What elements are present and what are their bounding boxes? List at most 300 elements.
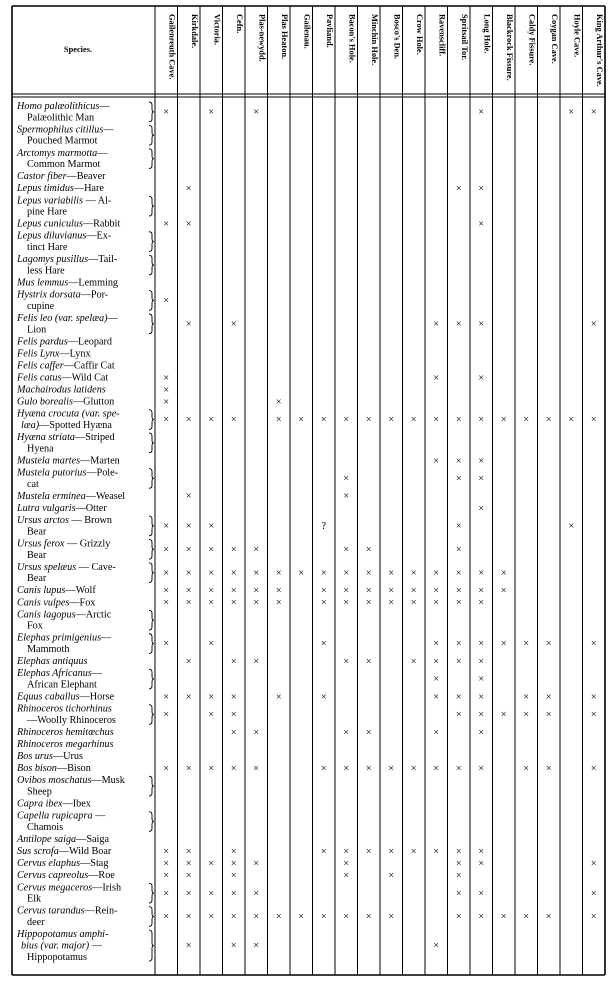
species-name: Hippopotamus — [27, 951, 87, 963]
presence-mark: × — [455, 567, 462, 579]
species-name: Ursus ferox — Grizzly — [17, 538, 111, 550]
presence-mark: × — [433, 597, 440, 609]
species-row — [17, 906, 154, 928]
presence-mark: × — [433, 846, 440, 858]
presence-mark: × — [478, 183, 485, 195]
species-name: Lepus timidus—Hare — [17, 183, 104, 195]
presence-mark: × — [388, 567, 395, 579]
presence-mark: × — [455, 638, 462, 650]
species-row — [17, 799, 91, 810]
species-row — [16, 183, 104, 194]
presence-mark: × — [275, 396, 282, 408]
species-name: Hyæna striata—Striped — [17, 432, 115, 444]
presence-mark: × — [523, 691, 530, 703]
presence-mark: × — [478, 888, 485, 900]
species-name: Canis vulpes—Fox — [17, 597, 96, 609]
presence-mark: × — [433, 567, 440, 579]
presence-mark: × — [455, 656, 462, 668]
presence-mark: × — [478, 106, 485, 118]
presence-mark: × — [365, 597, 372, 609]
presence-mark: × — [275, 597, 282, 609]
presence-mark: × — [185, 597, 192, 609]
presence-mark: × — [163, 597, 170, 609]
species-name: Felis Lynx—Lynx — [17, 348, 91, 360]
presence-mark: × — [478, 638, 485, 650]
presence-mark: × — [433, 674, 440, 686]
presence-mark: × — [478, 709, 485, 721]
presence-mark: × — [410, 656, 417, 668]
presence-mark: × — [455, 318, 462, 330]
species-row — [17, 870, 115, 881]
presence-mark: × — [253, 858, 260, 870]
presence-mark: × — [163, 870, 170, 882]
presence-mark: × — [230, 940, 237, 952]
presence-mark: × — [455, 183, 462, 195]
presence-mark: × — [185, 544, 192, 556]
presence-mark: × — [523, 414, 530, 426]
presence-mark: × — [545, 763, 552, 775]
presence-mark: × — [275, 911, 282, 923]
species-row — [16, 231, 154, 253]
species-name: Bear — [27, 573, 47, 585]
presence-mark: × — [410, 414, 417, 426]
presence-mark: × — [478, 846, 485, 858]
presence-mark: × — [478, 691, 485, 703]
location-column-header: Bacon's Hole. — [347, 14, 357, 63]
species-name: cupine — [27, 300, 55, 312]
species-row — [16, 348, 91, 359]
species-name: Sheep — [27, 786, 52, 798]
presence-mark: × — [185, 585, 192, 597]
presence-mark: × — [163, 691, 170, 703]
presence-mark: × — [208, 638, 215, 650]
species-row — [16, 336, 112, 347]
row-brace — [149, 469, 154, 489]
presence-mark: × — [478, 318, 485, 330]
row-brace — [149, 610, 154, 630]
species-row — [16, 278, 118, 289]
row-brace — [149, 907, 154, 927]
presence-mark: × — [230, 911, 237, 923]
species-row — [16, 739, 114, 750]
presence-mark: × — [163, 638, 170, 650]
species-name: Elk — [27, 893, 42, 905]
location-column-header: Victoria. — [212, 14, 222, 46]
presence-mark: × — [500, 414, 507, 426]
presence-mark: × — [343, 763, 350, 775]
presence-mark: × — [590, 709, 597, 721]
presence-mark: × — [275, 585, 282, 597]
presence-mark: × — [208, 414, 215, 426]
presence-mark: × — [208, 911, 215, 923]
row-brace — [149, 539, 154, 559]
species-name: Bear — [27, 549, 47, 561]
location-column-header: King Arthur's Cave. — [594, 14, 604, 87]
presence-mark: × — [410, 597, 417, 609]
species-name: Ursus spelæus — Cave- — [17, 561, 116, 573]
presence-mark: × — [478, 567, 485, 579]
species-name: Fox — [27, 620, 43, 632]
presence-mark: × — [275, 567, 282, 579]
presence-mark: × — [230, 691, 237, 703]
species-name: Capella rupicapra — — [17, 810, 106, 822]
presence-mark: × — [500, 911, 507, 923]
presence-mark: × — [230, 414, 237, 426]
presence-mark: × — [163, 106, 170, 118]
presence-mark: × — [478, 727, 485, 739]
presence-mark: × — [545, 911, 552, 923]
presence-mark: × — [343, 567, 350, 579]
presence-mark: × — [163, 521, 170, 532]
row-brace — [149, 102, 154, 122]
row-brace — [149, 669, 154, 689]
presence-mark: × — [478, 656, 485, 668]
species-name: Cervus elaphus—Stag — [17, 858, 109, 870]
species-name: pine Hare — [27, 206, 67, 218]
species-name: Rhinoceros megarhinus — [17, 739, 114, 751]
species-name: Hyæna crocuta (var. spe- — [17, 408, 120, 420]
presence-mark: × — [343, 597, 350, 609]
presence-mark: × — [253, 597, 260, 609]
presence-mark: × — [433, 940, 440, 952]
species-name: Felis catus—Wild Cat — [17, 372, 109, 384]
presence-mark: × — [208, 521, 215, 532]
presence-mark: × — [253, 106, 260, 118]
presence-mark: × — [478, 597, 485, 609]
species-row — [16, 929, 154, 963]
presence-mark: × — [230, 709, 237, 721]
species-row — [17, 585, 96, 596]
presence-mark: × — [163, 763, 170, 775]
species-name: Bear — [27, 526, 47, 538]
species-name: tinct Hare — [27, 242, 68, 254]
presence-mark: × — [185, 858, 192, 870]
location-column-header: Gailenau. — [302, 14, 312, 49]
presence-mark: × — [523, 911, 530, 923]
species-row — [16, 195, 154, 217]
presence-mark: × — [410, 567, 417, 579]
presence-mark: × — [163, 544, 170, 556]
species-name: Mustela putorius—Pole- — [17, 467, 119, 479]
location-column-header: Blackrock Fissure. — [504, 14, 514, 81]
presence-mark: × — [185, 183, 192, 195]
species-name: Arctomys marmotta— — [17, 147, 108, 159]
presence-mark: × — [320, 597, 327, 609]
species-name: Felis leo (var. spelæa)— — [17, 312, 118, 324]
presence-mark: × — [253, 940, 260, 952]
presence-mark: × — [320, 846, 327, 858]
presence-mark: × — [433, 727, 440, 739]
species-name: Rhinoceros tichorhinus — [17, 703, 112, 715]
presence-mark: × — [163, 888, 170, 900]
row-brace — [149, 563, 154, 583]
species-row — [17, 775, 154, 797]
presence-mark: × — [523, 763, 530, 775]
presence-mark: × — [163, 846, 170, 858]
presence-mark: × — [343, 491, 350, 503]
species-row — [16, 668, 154, 690]
presence-mark: × — [163, 414, 170, 426]
species-name: Lutra vulgaris—Otter — [17, 502, 107, 514]
species-name: Castor fiber—Beaver — [17, 171, 106, 183]
presence-mark: × — [590, 888, 597, 900]
species-name: African Elephant — [27, 679, 97, 691]
species-name: Elephas antiquus — [17, 656, 88, 668]
location-column-header: Crow Hole. — [414, 14, 424, 55]
presence-mark: × — [253, 888, 260, 900]
presence-mark: × — [365, 911, 372, 923]
presence-mark: × — [230, 544, 237, 556]
presence-mark: × — [185, 870, 192, 882]
row-brace — [149, 255, 154, 275]
presence-mark: × — [455, 846, 462, 858]
species-name: cat — [27, 478, 39, 490]
species-name: Felis caffer—Caffir Cat — [17, 360, 115, 372]
presence-mark: × — [545, 709, 552, 721]
species-name: Common Marmot — [27, 159, 101, 171]
presence-mark: × — [230, 870, 237, 882]
presence-mark: × — [388, 846, 395, 858]
presence-mark: × — [343, 870, 350, 882]
presence-mark: × — [230, 318, 237, 330]
presence-mark: × — [343, 846, 350, 858]
presence-mark: × — [320, 763, 327, 775]
species-name: deer — [27, 917, 45, 928]
species-name: Elephas Africanus— — [17, 668, 102, 680]
presence-mark: × — [230, 567, 237, 579]
presence-mark: × — [208, 567, 215, 579]
presence-mark: × — [185, 888, 192, 900]
location-column-header: Coygan Cave. — [549, 14, 559, 64]
presence-mark: × — [500, 638, 507, 650]
presence-mark: × — [298, 414, 305, 426]
row-brace — [149, 125, 154, 145]
species-row — [16, 468, 154, 490]
presence-mark: × — [478, 763, 485, 775]
presence-mark: × — [343, 473, 350, 485]
presence-mark: × — [545, 638, 552, 650]
species-name: Ovibos moschatus—Musk — [17, 775, 125, 787]
presence-mark: × — [388, 763, 395, 775]
species-name: Cervus megaceros—Irish — [17, 882, 122, 894]
species-row — [17, 562, 154, 584]
species-row — [17, 811, 154, 833]
presence-mark: × — [253, 585, 260, 597]
presence-mark: × — [163, 218, 170, 230]
presence-mark: × — [433, 656, 440, 668]
species-row — [16, 692, 115, 703]
row-brace — [149, 883, 154, 903]
species-name: Canis lupus—Wolf — [17, 585, 96, 597]
presence-mark: × — [523, 638, 530, 650]
presence-mark: × — [545, 414, 552, 426]
presence-mark: × — [185, 763, 192, 775]
presence-mark: × — [433, 455, 440, 467]
presence-mark: × — [208, 106, 215, 118]
presence-mark: × — [163, 911, 170, 923]
presence-mark: × — [455, 911, 462, 923]
presence-mark: × — [230, 763, 237, 775]
species-name: Lepus cuniculus—Rabbit — [17, 218, 121, 230]
species-name: Gulo borealis—Glutton — [17, 396, 115, 408]
presence-mark: × — [433, 691, 440, 703]
species-row — [16, 385, 106, 396]
location-column-header: Minchin Hole. — [369, 14, 379, 66]
presence-mark: × — [523, 709, 530, 721]
species-row — [16, 491, 125, 502]
presence-mark: × — [590, 638, 597, 650]
species-name: —Woolly Rhinoceros — [27, 714, 116, 726]
species-row — [16, 101, 154, 123]
row-brace — [149, 930, 154, 961]
presence-mark: × — [365, 567, 372, 579]
presence-mark: × — [455, 888, 462, 900]
presence-mark: × — [163, 295, 170, 307]
presence-mark: × — [568, 414, 575, 426]
presence-mark: × — [163, 585, 170, 597]
species-row — [16, 727, 114, 738]
location-column-header: Bosco's Den. — [392, 14, 402, 60]
presence-mark: × — [500, 709, 507, 721]
uncertain-mark: ? — [321, 521, 327, 532]
species-row — [17, 882, 154, 904]
presence-mark: × — [320, 414, 327, 426]
presence-mark: × — [388, 585, 395, 597]
species-name: Lion — [27, 324, 47, 336]
species-name: Felis pardus—Leopard — [17, 336, 112, 348]
species-row — [17, 597, 95, 608]
species-name: Mammoth — [27, 644, 70, 656]
species-row — [16, 254, 154, 276]
species-row — [17, 515, 154, 537]
species-row — [16, 148, 154, 170]
presence-mark: × — [388, 870, 395, 882]
species-name: Lepus diluvianus—Ex- — [17, 230, 112, 242]
location-column-header: Plas-newydd. — [257, 14, 267, 62]
presence-mark: × — [365, 656, 372, 668]
presence-mark: × — [230, 585, 237, 597]
presence-mark: × — [455, 473, 462, 485]
species-name: Mustela martes—Marten — [17, 455, 120, 467]
species-name: Cervus tarandus—Rein- — [17, 905, 118, 917]
species-row — [16, 432, 154, 454]
species-name: Bos urus—Urus — [17, 751, 83, 763]
presence-mark: × — [568, 521, 575, 532]
row-brace — [149, 433, 154, 453]
presence-mark: × — [365, 414, 372, 426]
presence-mark: × — [253, 727, 260, 739]
row-brace — [149, 705, 154, 725]
species-row — [16, 360, 115, 371]
presence-mark: × — [208, 691, 215, 703]
species-name: Elephas primigenius— — [17, 632, 112, 644]
presence-mark: × — [208, 763, 215, 775]
species-name: Sus scrofa—Wild Boar — [17, 846, 112, 858]
presence-mark: × — [478, 911, 485, 923]
species-row — [17, 751, 83, 762]
row-brace — [149, 776, 154, 796]
presence-mark: × — [185, 940, 192, 952]
presence-mark: × — [253, 656, 260, 668]
presence-mark: × — [455, 763, 462, 775]
presence-mark: × — [185, 521, 192, 532]
presence-mark: × — [500, 567, 507, 579]
presence-mark: × — [590, 318, 597, 330]
row-brace — [149, 196, 154, 216]
presence-mark: × — [433, 318, 440, 330]
presence-mark: × — [365, 846, 372, 858]
species-row — [16, 834, 109, 845]
species-name: Antilope saiga—Saiga — [17, 834, 109, 846]
species-name: Chamois — [27, 822, 64, 833]
presence-mark: × — [253, 911, 260, 923]
species-row — [17, 124, 154, 146]
species-row — [16, 409, 154, 431]
row-brace — [149, 149, 154, 169]
row-brace — [149, 410, 154, 430]
presence-mark: × — [365, 585, 372, 597]
presence-mark: × — [163, 858, 170, 870]
species-row — [16, 455, 120, 466]
species-row — [16, 633, 154, 655]
presence-mark: × — [185, 911, 192, 923]
presence-mark: × — [478, 372, 485, 384]
presence-mark: × — [185, 691, 192, 703]
location-column-header: Gailenreuth Cave. — [167, 14, 177, 80]
location-column-header: Caldy Fissure. — [527, 14, 537, 66]
presence-mark: × — [433, 763, 440, 775]
presence-mark: × — [388, 597, 395, 609]
presence-mark: × — [185, 218, 192, 230]
presence-mark: × — [433, 585, 440, 597]
presence-mark: × — [163, 567, 170, 579]
presence-mark: × — [478, 503, 485, 515]
species-column-header: Species. — [63, 45, 93, 54]
presence-mark: × — [455, 691, 462, 703]
presence-mark: × — [455, 870, 462, 882]
species-name: less Hare — [27, 265, 65, 277]
location-column-header: Cefn. — [234, 14, 244, 34]
presence-mark: × — [433, 638, 440, 650]
species-name: Canis lagopus—Arctic — [17, 609, 112, 621]
presence-mark: × — [208, 597, 215, 609]
presence-mark: × — [410, 585, 417, 597]
presence-mark: × — [590, 691, 597, 703]
location-column-header: Kirkdale. — [189, 14, 199, 49]
presence-mark: × — [320, 585, 327, 597]
presence-mark: × — [320, 691, 327, 703]
presence-mark: × — [455, 455, 462, 467]
presence-mark: × — [500, 585, 507, 597]
presence-mark: × — [478, 414, 485, 426]
species-row — [16, 313, 154, 335]
presence-mark: × — [590, 763, 597, 775]
species-row — [17, 609, 154, 631]
species-row — [17, 538, 154, 560]
species-row — [17, 846, 112, 857]
presence-mark: × — [478, 585, 485, 597]
presence-mark: × — [230, 656, 237, 668]
row-brace — [149, 232, 154, 252]
row-brace — [149, 812, 154, 832]
location-column-header: Spritsail Tor. — [459, 14, 469, 61]
species-row — [16, 503, 107, 514]
presence-mark: × — [343, 656, 350, 668]
presence-mark: × — [343, 544, 350, 556]
species-name: Machairodus latidens — [17, 384, 106, 396]
presence-mark: × — [230, 846, 237, 858]
presence-mark: × — [275, 691, 282, 703]
